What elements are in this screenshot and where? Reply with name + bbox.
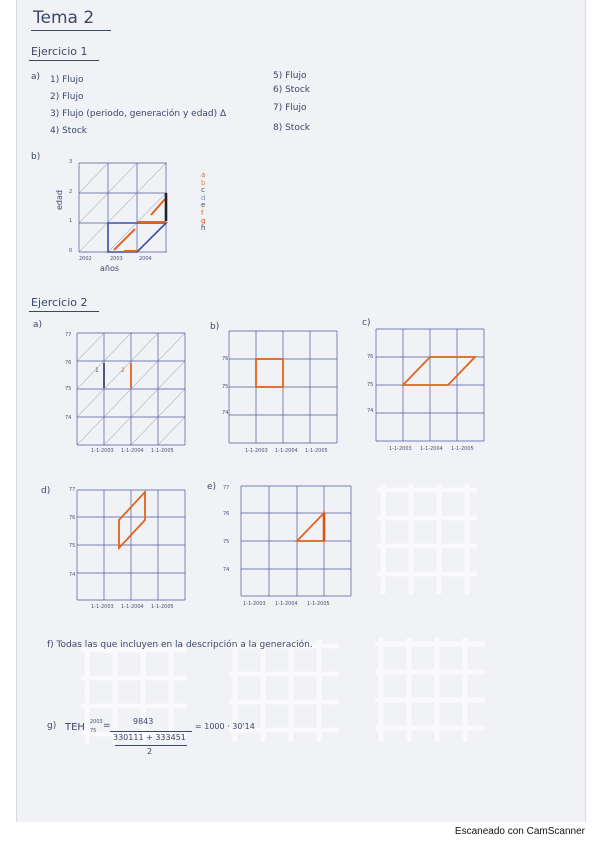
ex1-b-label: b) xyxy=(31,152,41,162)
orange-flow-mark xyxy=(114,229,135,250)
x-tick: 2003 xyxy=(110,256,123,262)
y-tick: 74 xyxy=(367,408,374,414)
ex2-c-label: c) xyxy=(362,318,371,328)
x-tick: 2002 xyxy=(79,256,92,262)
y-tick: 74 xyxy=(223,567,230,573)
x-tick: 1-1-2004 xyxy=(275,448,298,454)
legend-item: f xyxy=(201,208,204,217)
bleed-through-grid xyxy=(225,636,343,748)
y-tick: 76 xyxy=(223,511,230,517)
y-tick: 74 xyxy=(69,572,76,578)
y-tick: 76 xyxy=(222,356,229,362)
ex2-heading: Ejercicio 2 xyxy=(31,296,88,309)
x-tick: 1-1-2004 xyxy=(121,604,144,610)
ex2-heading-underline xyxy=(29,311,99,312)
y-tick: 76 xyxy=(69,515,76,521)
x-tick: 1-1-2005 xyxy=(451,446,474,452)
y-tick: 76 xyxy=(65,360,72,366)
ex1-heading-underline xyxy=(29,60,99,61)
y-tick: 75 xyxy=(69,543,76,549)
y-tick: 2 xyxy=(69,189,73,195)
y-tick: 77 xyxy=(65,332,72,338)
x-tick: 1-1-2004 xyxy=(121,448,144,454)
formula-sub: 75 xyxy=(90,728,97,734)
ex1-a-item: 7) Flujo xyxy=(273,103,307,113)
scanner-watermark: Escaneado con CamScanner xyxy=(454,826,585,837)
legend-item: h xyxy=(201,224,206,233)
ex2-e-label: e) xyxy=(207,482,217,492)
formula-result: = 1000 · 30'14 xyxy=(195,722,255,731)
parallelogram xyxy=(119,492,145,548)
x-tick: 1-1-2005 xyxy=(151,448,174,454)
legend-item: c xyxy=(201,186,205,195)
x-tick: 2004 xyxy=(139,256,152,262)
formula-super: 2003 xyxy=(90,719,103,725)
ex2-b-label: b) xyxy=(210,322,220,332)
grid xyxy=(77,333,185,445)
ex2-a-lexis-diagram xyxy=(77,333,185,445)
ex1-a-item: 2) Flujo xyxy=(50,92,84,102)
ex1-a-label: a) xyxy=(31,72,41,82)
mark-label: 1 xyxy=(95,367,99,374)
ex1-a-item: 8) Stock xyxy=(273,123,311,133)
ex1-a-item: 6) Stock xyxy=(273,85,311,95)
ex1-a-list-left xyxy=(50,72,226,140)
ex2-g-label: g) xyxy=(47,721,57,731)
x-tick: 1-1-2003 xyxy=(243,601,266,607)
bleed-through-grid xyxy=(371,634,489,748)
y-tick: 0 xyxy=(69,248,73,254)
x-tick: 1-1-2004 xyxy=(275,601,298,607)
stock-square xyxy=(256,359,283,387)
page-title: Tema 2 xyxy=(33,8,95,28)
equals-sign: = xyxy=(103,721,111,731)
formula-numerator: 9843 xyxy=(133,717,154,726)
formula-den-divisor: 2 xyxy=(147,747,153,756)
legend-item: g xyxy=(201,216,206,225)
ex1-b-xlabel: años xyxy=(100,264,120,273)
y-tick: 74 xyxy=(222,410,229,416)
ex1-heading: Ejercicio 1 xyxy=(31,45,88,58)
y-tick: 77 xyxy=(69,487,76,493)
legend-item: b xyxy=(201,178,206,187)
x-tick: 1-1-2003 xyxy=(91,448,114,454)
y-tick: 77 xyxy=(223,485,230,491)
y-tick: 76 xyxy=(367,354,374,360)
fraction-bar-inner xyxy=(115,745,187,746)
fraction-bar xyxy=(110,731,192,732)
y-tick: 3 xyxy=(69,159,73,165)
formula-denominator: 330111 + 333451 xyxy=(113,733,186,742)
legend-item: d xyxy=(201,193,206,202)
triangle xyxy=(297,513,324,541)
mark-label: 2 xyxy=(121,367,125,374)
y-tick: 75 xyxy=(222,384,229,390)
ex2-e-lexis-diagram xyxy=(241,486,351,596)
ex1-a-item: 4) Stock xyxy=(50,126,88,136)
legend-item: e xyxy=(201,201,206,210)
x-tick: 1-1-2005 xyxy=(151,604,174,610)
ex1-a-list-right xyxy=(273,68,310,137)
title-underline xyxy=(31,30,111,31)
x-tick: 1-1-2003 xyxy=(389,446,412,452)
ex2-d-lexis-diagram xyxy=(77,490,185,600)
grid xyxy=(79,163,167,252)
ex1-a-item: 5) Flujo xyxy=(273,71,307,81)
y-tick: 75 xyxy=(367,382,374,388)
y-tick: 75 xyxy=(223,539,230,545)
x-tick: 1-1-2005 xyxy=(307,601,330,607)
parallelogram xyxy=(403,357,475,385)
x-tick: 1-1-2003 xyxy=(245,448,268,454)
ex2-d-label: d) xyxy=(41,486,51,496)
x-tick: 1-1-2005 xyxy=(305,448,328,454)
ex1-a-item: 1) Flujo xyxy=(50,75,84,85)
bleed-through-grid xyxy=(373,480,483,600)
ex2-f-answer: f) Todas las que incluyen en la descripción a la generación. xyxy=(47,640,313,650)
x-tick: 1-1-2004 xyxy=(420,446,443,452)
ex2-b-lexis-diagram xyxy=(229,331,337,443)
y-tick: 1 xyxy=(69,218,73,224)
scanned-page xyxy=(16,0,586,822)
x-tick: 1-1-2003 xyxy=(91,604,114,610)
ex1-a-item: 3) Flujo (periodo, generación y edad) Δ xyxy=(50,109,227,119)
formula-lhs: TEH xyxy=(65,722,85,733)
y-tick: 75 xyxy=(65,386,72,392)
ex2-c-lexis-diagram xyxy=(376,329,484,441)
ex2-a-label: a) xyxy=(33,320,43,330)
ex1-b-ylabel: edad xyxy=(55,190,64,210)
ex1-b-legend xyxy=(201,172,205,233)
y-tick: 74 xyxy=(65,415,72,421)
ex1-lexis-diagram xyxy=(79,163,167,253)
legend-item: a xyxy=(201,171,206,179)
